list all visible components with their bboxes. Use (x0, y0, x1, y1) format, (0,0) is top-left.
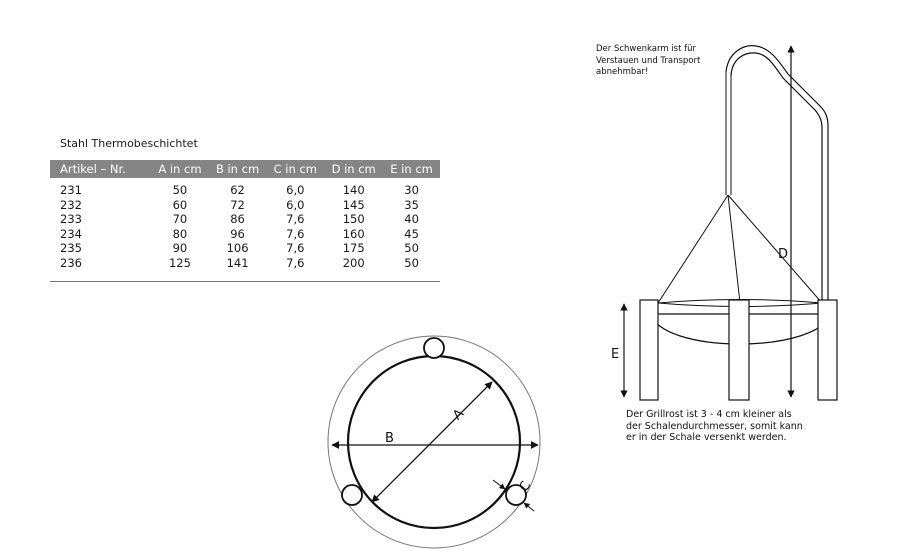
cell-article: 235 (60, 241, 82, 255)
leg-center-side (729, 300, 749, 400)
label-b: B (385, 431, 394, 446)
col-header-e: E in cm (383, 160, 440, 178)
side-view-diagram (611, 46, 837, 400)
cell-e: 35 (404, 197, 419, 212)
cell-d: 160 (342, 226, 365, 241)
cell-article: 234 (60, 226, 82, 241)
leg-left-side (640, 300, 658, 400)
col-header-d: D in cm (324, 160, 383, 178)
leg-right-side (818, 300, 837, 400)
outer-ring (328, 336, 540, 548)
swivel-arm-note: Der Schwenkarm ist für Verstauen und Transport abnehmbar! (596, 44, 701, 77)
cell-a: 125 (168, 255, 191, 270)
cell-article: 232 (60, 197, 82, 212)
cell-b: 141 (226, 255, 249, 270)
col-header-c: C in cm (266, 160, 324, 178)
cell-a: 90 (172, 241, 188, 255)
cell-d: 145 (342, 197, 365, 212)
cell-e: 50 (404, 255, 419, 270)
cell-c: 7,6 (286, 255, 305, 270)
cell-e: 45 (404, 226, 419, 241)
cell-c: 7,6 (286, 226, 305, 241)
cell-e: 40 (404, 212, 419, 226)
cell-a: 50 (172, 183, 188, 197)
cell-b: 106 (226, 241, 249, 255)
col-header-article: Artikel – Nr. (50, 160, 151, 178)
bowl-circle (348, 356, 520, 528)
section-title: Stahl Thermobeschichtet (60, 137, 198, 150)
swivel-arm-inner (731, 53, 822, 300)
cell-c: 6,0 (286, 183, 305, 197)
grill-grate-note: Der Grillrost ist 3 - 4 cm kleiner als der Schalendurchmesser, somit kann er in der Schale versenkt werden. (626, 409, 803, 443)
top-view-diagram (328, 336, 540, 548)
cell-d: 175 (342, 241, 365, 255)
leg-left (342, 485, 362, 505)
cell-d: 140 (342, 183, 365, 197)
dimension-c-arrow-top (493, 480, 505, 489)
chain-right (728, 195, 822, 303)
cell-d: 200 (342, 255, 365, 270)
leg-top (424, 338, 444, 358)
cell-a: 80 (172, 226, 188, 241)
cell-b: 62 (230, 183, 245, 197)
label-e: E (611, 347, 620, 362)
col-header-a: A in cm (151, 160, 209, 178)
label-c: C (516, 478, 535, 495)
cell-c: 7,6 (286, 241, 305, 255)
label-d: D (778, 247, 789, 262)
cell-d: 150 (342, 212, 365, 226)
cell-b: 96 (230, 226, 245, 241)
cell-b: 86 (230, 212, 245, 226)
cell-e: 30 (404, 183, 419, 197)
dimension-c-arrow-bottom (524, 503, 534, 511)
cell-c: 6,0 (286, 197, 305, 212)
cell-a: 70 (172, 212, 188, 226)
cell-article: 231 (60, 183, 82, 197)
cell-b: 72 (230, 197, 245, 212)
cell-c: 7,6 (286, 212, 305, 226)
chain-left (658, 195, 728, 303)
swivel-arm-outer (726, 46, 828, 300)
cell-article: 233 (60, 212, 82, 226)
label-a: A (450, 406, 468, 424)
cell-a: 60 (172, 197, 188, 212)
col-header-b: B in cm (209, 160, 267, 178)
cell-e: 50 (404, 241, 419, 255)
chain-middle (728, 195, 740, 303)
cell-article: 236 (60, 255, 82, 270)
